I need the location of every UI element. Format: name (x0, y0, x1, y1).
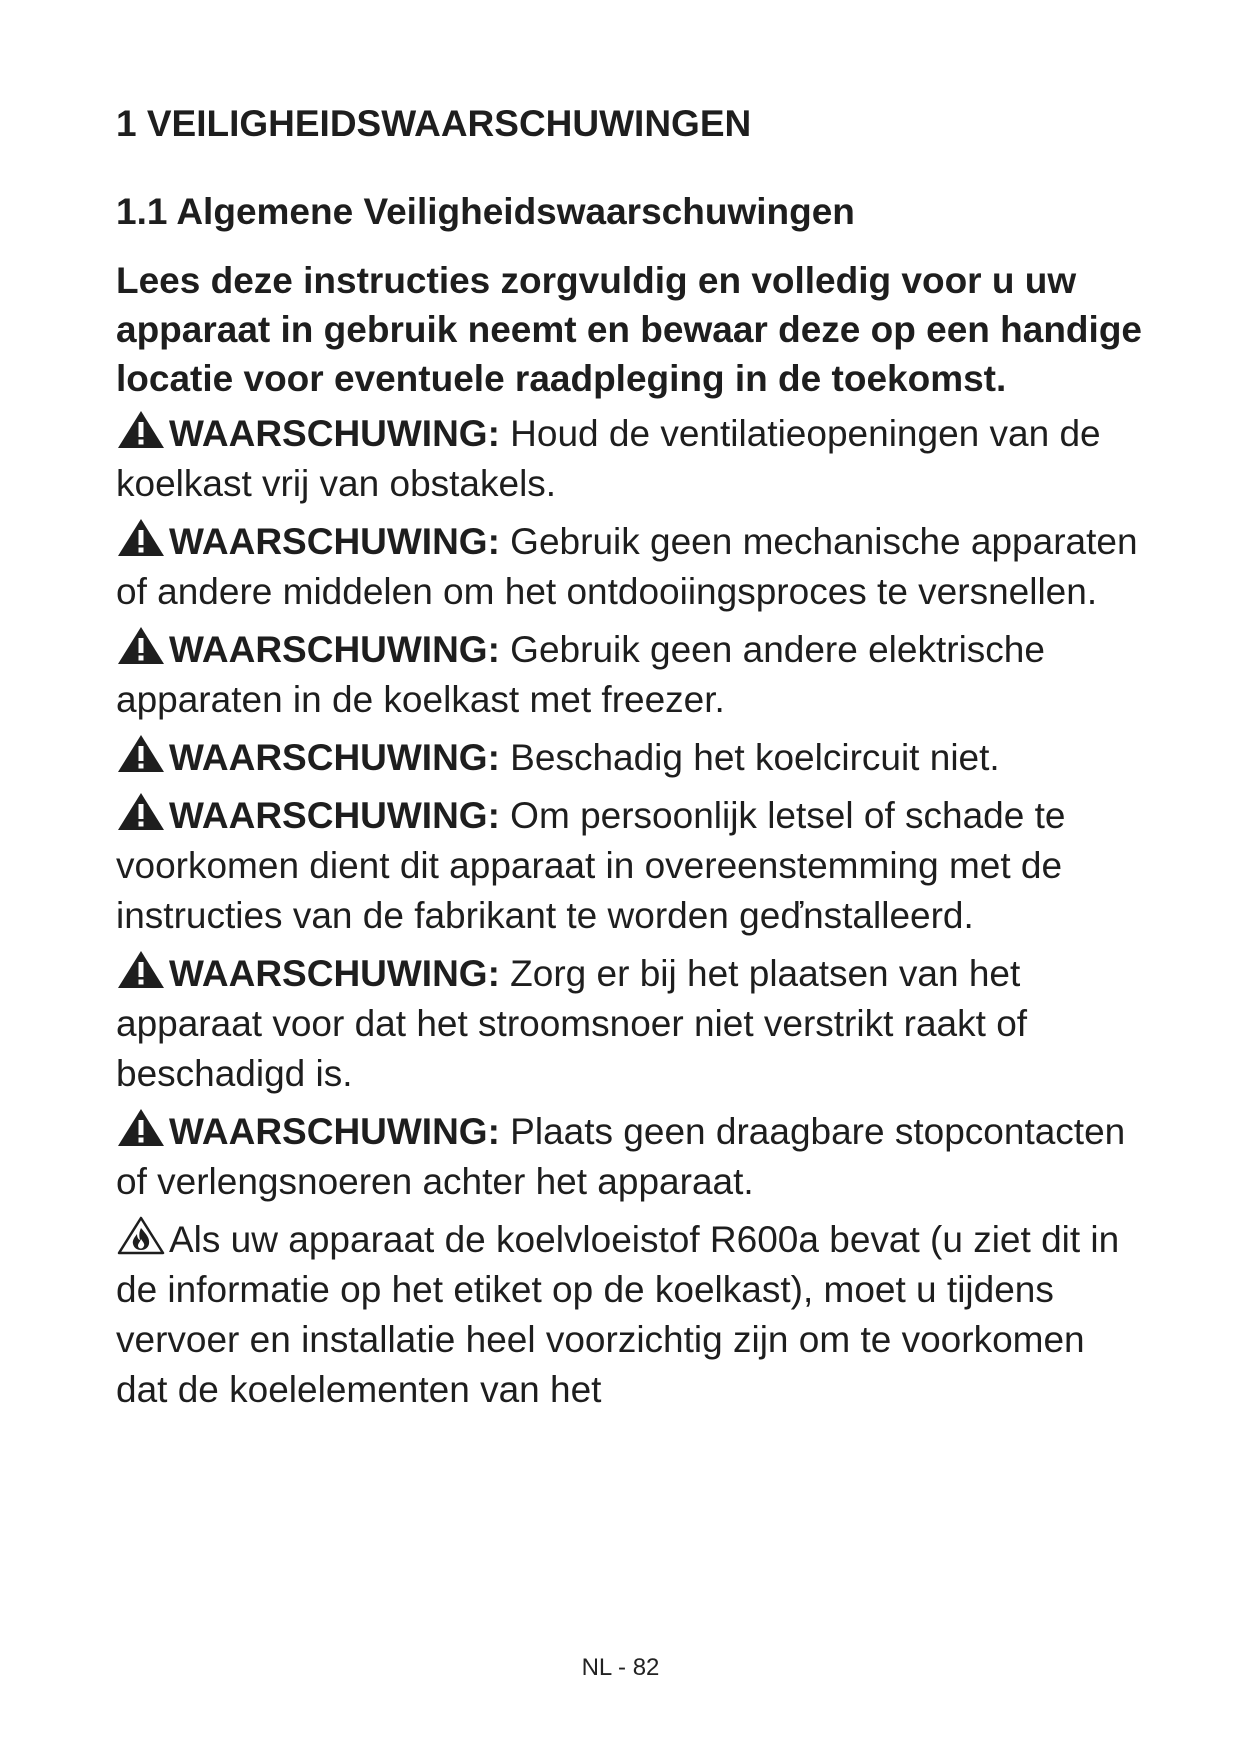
flammable-icon (116, 1215, 166, 1256)
warning-label: WAARSCHUWING: (169, 629, 500, 670)
warning-icon (116, 409, 166, 450)
warning-label: WAARSCHUWING: (169, 1111, 500, 1152)
warning-label: WAARSCHUWING: (169, 413, 500, 454)
page-number: NL - 82 (581, 1654, 660, 1681)
warnings-list (116, 409, 1146, 1207)
warning-icon (116, 517, 166, 558)
warning-item (116, 1107, 1146, 1207)
warning-icon (116, 625, 166, 666)
warning-text: Beschadig het koelcircuit niet. (499, 737, 1000, 778)
warning-text: Gebruik geen mechanische apparaten of andere middelen om het ontdooiingsproces te versnellen. (116, 521, 1138, 612)
warning-item (116, 625, 1146, 725)
flammable-text: Als uw apparaat de koelvloeistof R600a bevat (u ziet dit in de informatie op het etiket op de koelkast), moet u tijdens vervoer en installatie heel voorzichtig zijn om te voorkomen dat de koelelementen van het (116, 1219, 1120, 1410)
warning-text: Houd de ventilatieopeningen van de koelkast vrij van obstakels. (116, 413, 1101, 504)
flammable-note (116, 1215, 1146, 1415)
warning-label: WAARSCHUWING: (169, 737, 500, 778)
warning-item (116, 791, 1146, 941)
warning-label: WAARSCHUWING: (169, 953, 500, 994)
warning-item (116, 949, 1146, 1099)
page-content (116, 100, 1146, 1415)
warning-icon (116, 949, 166, 990)
warning-text: Zorg er bij het plaatsen van het apparaat voor dat het stroomsnoer niet verstrikt raakt of beschadigd is. (116, 953, 1028, 1094)
page-title: 1 VEILIGHEIDSWAARSCHUWINGEN (116, 103, 752, 144)
warning-icon (116, 733, 166, 774)
warning-item (116, 517, 1146, 617)
warning-text: Plaats geen draagbare stopcontacten of verlengsnoeren achter het apparaat. (116, 1111, 1126, 1202)
warning-icon (116, 1107, 166, 1148)
intro-paragraph: Lees deze instructies zorgvuldig en volledig voor u uw apparaat in gebruik neemt en bewaar deze op een handige locatie voor eventuele raadpleging in de toekomst. (116, 260, 1142, 399)
warning-text: Om persoonlijk letsel of schade te voorkomen dient dit apparaat in overeenstemming met de instructies van de fabrikant te worden geďnstalleerd. (116, 795, 1066, 936)
warning-label: WAARSCHUWING: (169, 795, 500, 836)
section-title: 1.1 Algemene Veiligheidswaarschuwingen (116, 191, 855, 232)
warning-item (116, 733, 1146, 783)
warning-icon (116, 791, 166, 832)
warning-text: Gebruik geen andere elektrische apparaten in de koelkast met freezer. (116, 629, 1045, 720)
warning-label: WAARSCHUWING: (169, 521, 500, 562)
warning-item (116, 409, 1146, 509)
